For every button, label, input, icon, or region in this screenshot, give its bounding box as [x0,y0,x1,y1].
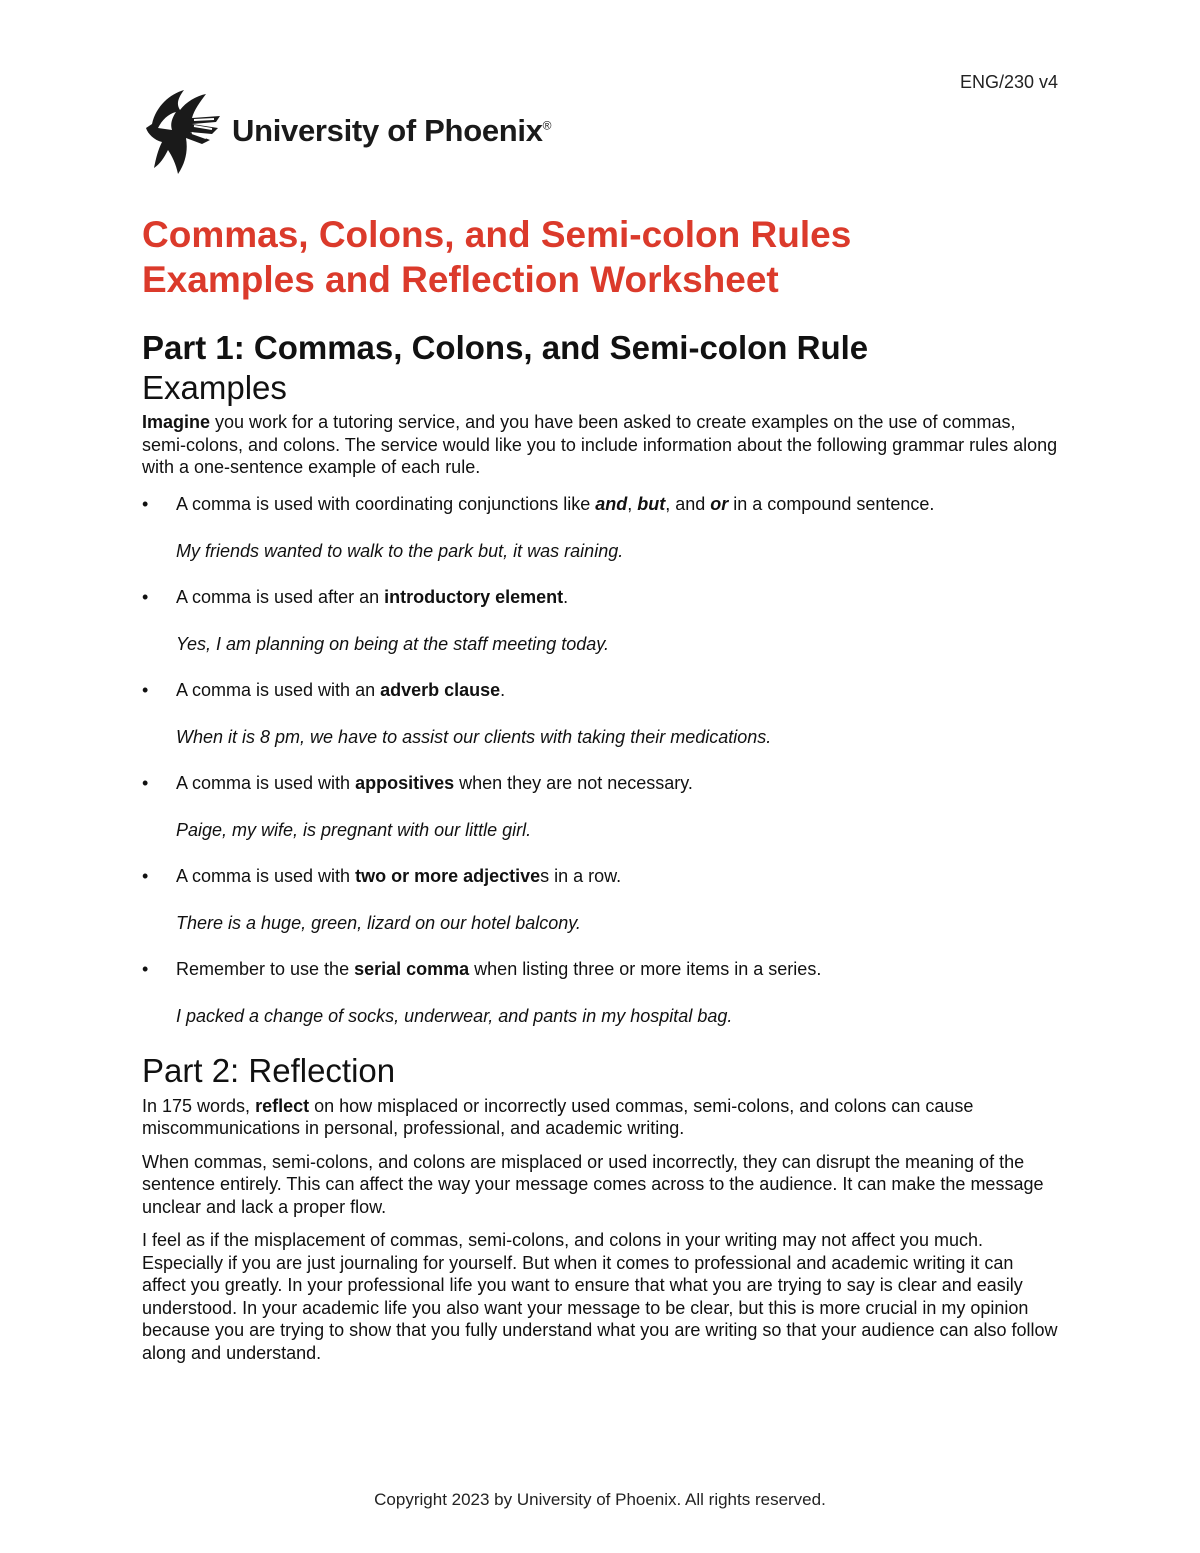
rules-list [142,493,1062,1028]
list-item [142,958,1062,1028]
list-item [142,865,1062,935]
bullet-icon: • [142,772,149,793]
rule-text: A comma is used after an introductory element. [176,586,569,607]
rule-text: Remember to use the serial comma when listing three or more items in a series. [176,958,822,979]
title-line-1: Commas, Colons, and Semi-colon Rules [142,214,852,255]
rule-example: I packed a change of socks, underwear, and pants in my hospital bag. [176,1006,733,1026]
rule-text: A comma is used with two or more adjectives in a row. [176,865,622,886]
list-item [142,586,1062,656]
bullet-icon: • [142,493,149,514]
rule-example: My friends wanted to walk to the park but, it was raining. [176,541,624,561]
part1-heading: Part 1: Commas, Colons, and Semi-colon Rule Examples [142,329,869,406]
part2-prompt: In 175 words, reflect on how misplaced or incorrectly used commas, semi-colons, and colons can cause miscommunications in personal, professional, and academic writing. [142,1095,974,1138]
list-item [142,493,1062,563]
rule-text: A comma is used with coordinating conjunctions like and, but, and or in a compound sentence. [176,493,935,514]
bullet-icon: • [142,679,149,700]
reflection-paragraph-2: I feel as if the misplacement of commas, semi-colons, and colons in your writing may not affect you much. Especially if you are just journaling for yourself. But when it comes to professional and academic writing it can affect you greatly. In your professional life you want to ensure that what you are trying to say is clear and easily understood. In your academic life you also want your message to be clear, but this is more crucial in my opinion because you are trying to show that you fully understand what you are writing so that your audience can also follow along and understand. [142,1230,1058,1363]
document-body [142,212,1062,1364]
course-code: ENG/230 v4 [959,72,1058,92]
reflection-paragraph-1: When commas, semi-colons, and colons are misplaced or used incorrectly, they can disrupt the meaning of the sentence entirely. This can affect the way your message comes across to the audience. It can make the message unclear and lack a proper flow. [142,1151,1044,1217]
rule-example: When it is 8 pm, we have to assist our clients with taking their medications. [176,727,772,747]
rule-example: Yes, I am planning on being at the staff meeting today. [176,634,609,654]
list-item [142,679,1062,749]
phoenix-bird-icon [142,84,224,178]
bullet-icon: • [142,865,149,886]
rule-text: A comma is used with an adverb clause. [176,679,506,700]
copyright-footer: Copyright 2023 by University of Phoenix. All rights reserved. [374,1490,826,1509]
part1-intro: Imagine you work for a tutoring service, and you have been asked to create examples on the use of commas, semi-colons, and colons. The service would like you to include information about the following grammar rules along with a one-sentence example of each rule. [142,412,1058,477]
university-logo [142,84,551,178]
rule-example: Paige, my wife, is pregnant with our little girl. [176,820,532,840]
bullet-icon: • [142,586,149,607]
title-line-2: Examples and Reflection Worksheet [142,259,779,300]
logo-wordmark: University of Phoenix® [232,113,552,148]
rule-example: There is a huge, green, lizard on our hotel balcony. [176,913,581,933]
list-item [142,772,1062,842]
part2-heading: Part 2: Reflection [142,1051,396,1089]
bullet-icon: • [142,958,149,979]
rule-text: A comma is used with appositives when they are not necessary. [176,772,693,793]
document-title [142,212,1062,302]
